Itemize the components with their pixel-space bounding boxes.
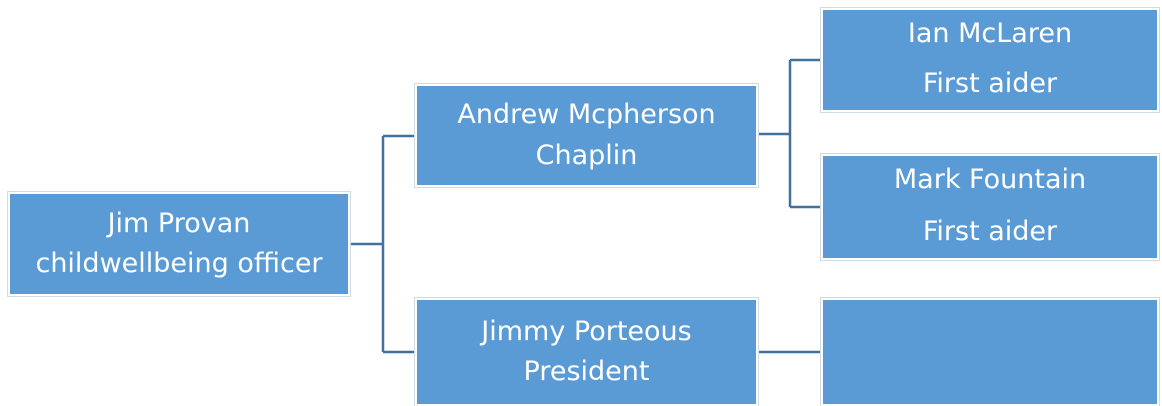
node-name: Jim Provan: [107, 207, 251, 239]
org-node-jim-provan: [8, 192, 350, 296]
org-node-jimmy-porteous: [415, 298, 758, 406]
node-name: Mark Fountain: [893, 164, 1087, 195]
node-role: childwellbeing officer: [35, 248, 323, 279]
org-node-mark-fountain: [821, 154, 1159, 260]
node-role: President: [523, 356, 650, 387]
node-name: Andrew Mcpherson: [457, 99, 716, 130]
node-role: First aider: [922, 215, 1058, 247]
node-name: Ian McLaren: [907, 18, 1073, 49]
node-name: Jimmy Porteous: [481, 315, 692, 347]
org-node-ian-mclaren: [821, 8, 1159, 112]
node-role: Chaplin: [535, 139, 638, 171]
org-node-empty: [821, 298, 1159, 406]
org-node-andrew-mcpherson: [415, 84, 758, 187]
node-role: First aider: [922, 67, 1058, 99]
connector-andrew-to-children: [758, 60, 821, 207]
connector-root-to-children: [350, 136, 415, 352]
